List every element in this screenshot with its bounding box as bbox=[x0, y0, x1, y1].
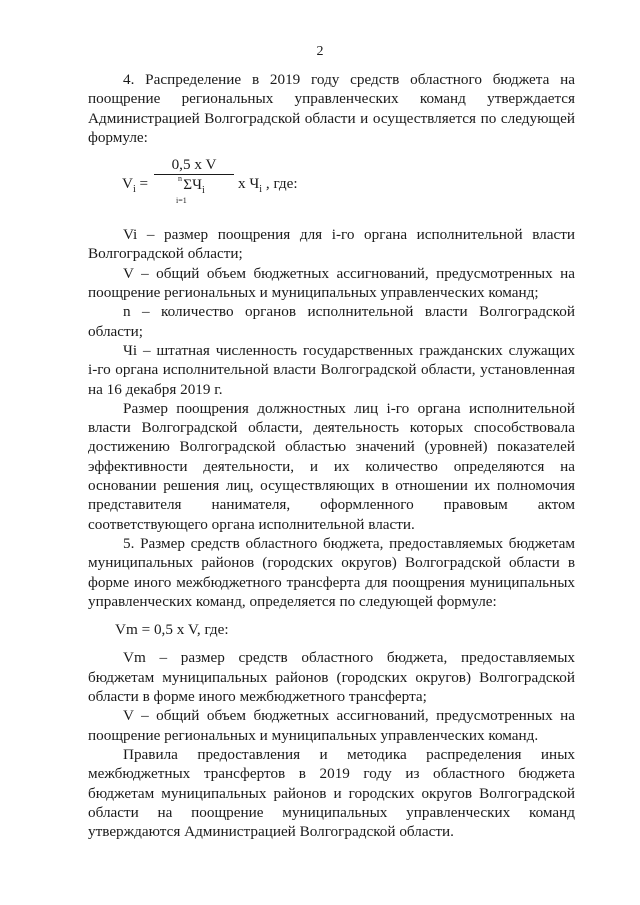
formula-fraction bbox=[154, 156, 234, 206]
section-5-intro: 5. Размер средств областного бюджета, предоставляемых бюджетам муниципальных районов (городских округов) Волгоградской области в форме иного межбюджетного трансферта для поощрения муниципальных управленческих команд, определяется по следующей формуле: bbox=[88, 534, 575, 610]
definition-vi: Vi – размер поощрения для i-го органа исполнительной власти Волгоградской области; bbox=[88, 226, 575, 263]
fraction-bar bbox=[154, 174, 234, 175]
allocation-formula bbox=[88, 153, 575, 219]
definition-chi: Чi – штатная численность государственных гражданских служащих i-го органа исполнительной власти Волгоградской области, установленная на 16 декабря 2019 г. bbox=[88, 341, 575, 398]
definition-n: n – количество органов исполнительной власти Волгоградской области; bbox=[88, 303, 575, 340]
formula-numerator: 0,5 x V bbox=[171, 156, 217, 174]
formula-lhs: $V_i$ = bbox=[122, 175, 149, 196]
formula-rhs: x $Ч_i$ , где: bbox=[238, 175, 298, 196]
definition-v-2: V – общий объем бюджетных ассигнований, предусмотренных на поощрение региональных и муниципальных управленческих команд. bbox=[88, 707, 575, 744]
municipal-formula: Vm = 0,5 x V, где: bbox=[115, 621, 229, 639]
page-number: 2 bbox=[316, 44, 324, 59]
section-5-paragraph: Правила предоставления и методика распределения иных межбюджетных трансфертов в 2019 году из областного бюджета бюджетам муниципальных районов и городских округов Волгоградской области на поощрение муниципальных управленческих команд утверждаются Администрацией Волгоградской области. bbox=[88, 745, 575, 841]
section-4-intro: 4. Распределение в 2019 году средств областного бюджета на поощрение региональных управленческих команд утверждается Администрацией Волгоградской области и осуществляется по следующей формуле: bbox=[88, 71, 575, 146]
sum-upper-limit: n bbox=[178, 174, 182, 184]
formula-denominator: n $\Sigma Ч_i$ i=1 bbox=[154, 177, 234, 199]
document-body bbox=[88, 70, 575, 841]
definition-vm: Vm – размер средств областного бюджета, предоставляемых бюджетам муниципальных районов (городских округов) Волгоградской области в форме иного межбюджетного трансферта; bbox=[88, 649, 575, 706]
section-4-paragraph: Размер поощрения должностных лиц i-го органа исполнительной власти Волгоградской области, деятельность которых способствовала достижению Волгоградской областью значений (уровней) показателей эффективности деятельности, и их количество определяются на основании решения лиц, осуществляющих в отношении их полномочия представителя нанимателя, оформленного правовым актом соответствующего органа исполнительной власти. bbox=[88, 399, 575, 533]
definition-v: V – общий объем бюджетных ассигнований, предусмотренных на поощрение региональных и муниципальных управленческих команд; bbox=[88, 264, 575, 302]
sum-lower-limit: i=1 bbox=[176, 196, 187, 206]
